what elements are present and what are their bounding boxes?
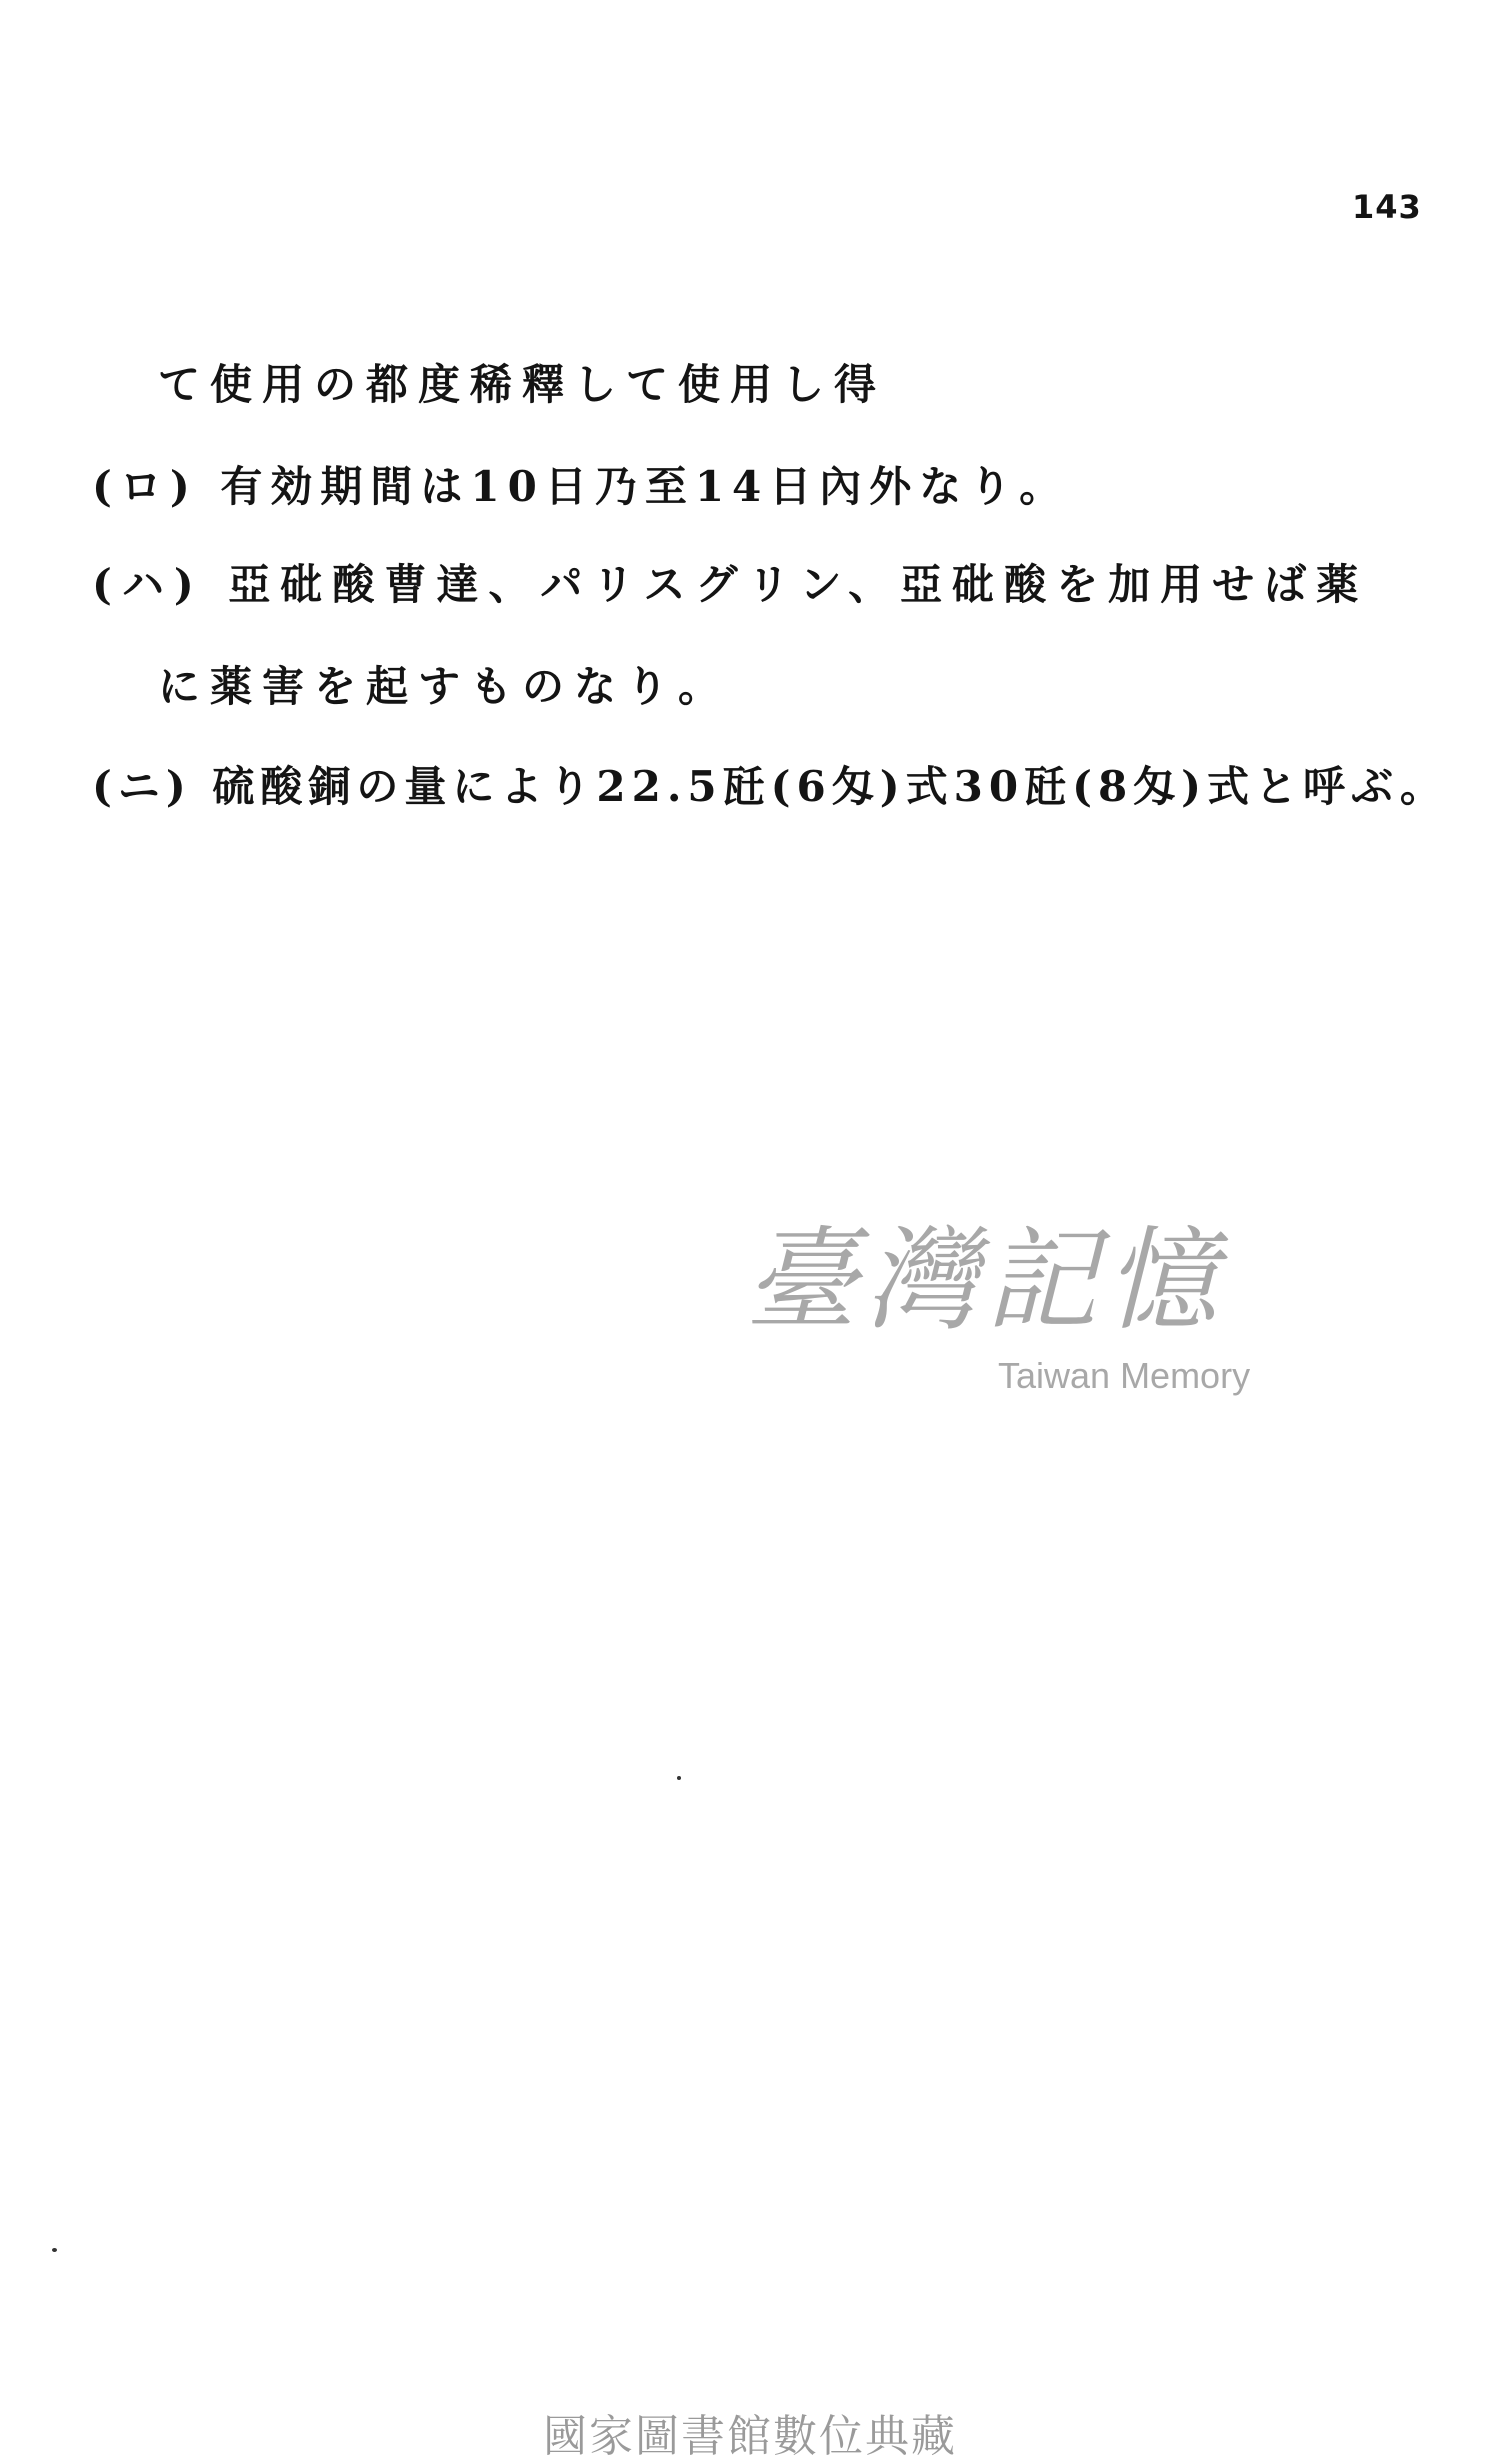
library-footer: 國家圖書館數位典藏 [543, 2411, 957, 2462]
scan-speck [52, 2248, 57, 2252]
watermark-english: Taiwan Memory [998, 1355, 1251, 1396]
text-line-1: て使用の都度稀釋して使用し得 [158, 360, 887, 409]
page-number: 143 [1352, 188, 1422, 226]
text-line-3: (ハ) 亞砒酸曹達、パリスグリン、亞砒酸を加用せば薬 [92, 560, 1369, 609]
text-line-5: (ニ) 硫酸銅の量により22.5瓩(6匁)式30瓩(8匁)式と呼ぶ。 [92, 762, 1448, 811]
text-line-2: (ロ) 有効期間は10日乃至14日內外なり。 [92, 462, 1070, 511]
watermark-chinese: 臺灣記憶 [745, 1216, 1225, 1346]
scan-speck [677, 1776, 681, 1780]
taiwan-memory-watermark [745, 1216, 1265, 1405]
text-line-4: に薬害を起すものなり。 [158, 662, 731, 711]
